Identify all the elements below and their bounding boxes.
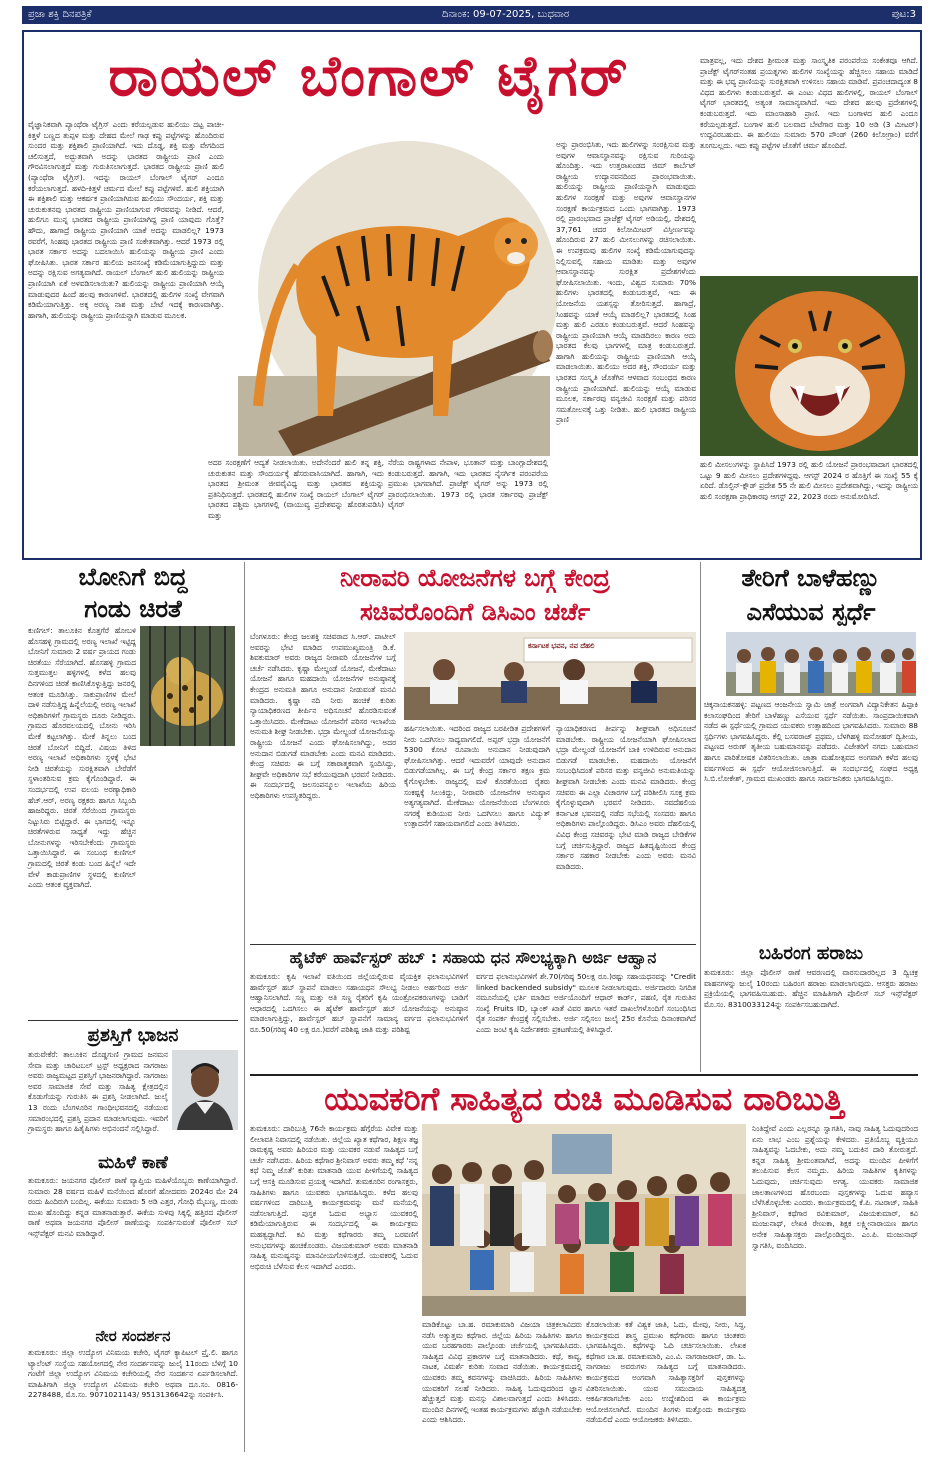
page-number: ಪುಟ:3 bbox=[891, 9, 916, 20]
banana-contest-headline-line1: ತೇರಿಗೆ ಬಾಳೆಹಣ್ಣು bbox=[741, 564, 881, 592]
standing-tiger-photo bbox=[238, 116, 550, 456]
roaring-tiger-photo bbox=[700, 276, 918, 456]
irrigation-headline-line2: ಸಚಿವರೊಂದಿಗೆ ಡಿಸಿಎಂ ಚರ್ಚೆ bbox=[359, 598, 591, 626]
irrigation-column-3: ನ್ಯಾಯಾಧಿಕರಣದ ತೀರ್ಪನ್ನು ಶೀಘ್ರವಾಗಿ ಅಧಿಸೂಚನೆ ಮಾಡಬೇಕು. ರಾಷ್ಟ್ರೀಯ ಯೋಜನೆಯಾಗಿ ಘೋಷಿಸಲಾದ ಭದ್ರಾ ಮೇಲ್ದಂಡೆ ಯೋಜನೆಗೆ ಬಾಕಿ ಉಳಿದಿರುವ ಅನುದಾನ ಬಿಡುಗಡೆ ಮಾಡಬೇಕು. ಮಹದಾಯಿ ಯೋಜನೆಗೆ ಸಂಬಂಧಿಸಿದಂತೆ ಪರಿಸರ ಮತ್ತು ವನ್ಯಜೀವಿ ಅನುಮತಿಯನ್ನು ಶೀಘ್ರವಾಗಿ ನೀಡಬೇಕು ಎಂದು ಮನವಿ ಮಾಡಿದರು. ಕೇಂದ್ರ ಸಚಿವರು ಈ ಎಲ್ಲಾ ವಿಚಾರಗಳ ಬಗ್ಗೆ ಪರಿಶೀಲಿಸಿ ಸೂಕ್ತ ಕ್ರಮ ಕೈಗೊಳ್ಳುವುದಾಗಿ ಭರವಸೆ ನೀಡಿದರು. ನವದೆಹಲಿಯ ಕರ್ನಾಟಕ ಭವನದಲ್ಲಿ ನಡೆದ ಸಭೆಯಲ್ಲಿ ಸಂಸದರು ಹಾಗೂ ಅಧಿಕಾರಿಗಳು ಪಾಲ್ಗೊಂಡಿದ್ದರು. ಡಿಸಿಎಂ ಅವರು ದೆಹಲಿಯಲ್ಲಿ ವಿವಿಧ ಕೇಂದ್ರ ಸಚಿವರನ್ನು ಭೇಟಿ ಮಾಡಿ ರಾಜ್ಯದ ಬೇಡಿಕೆಗಳ ಬಗ್ಗೆ ಚರ್ಚಿಸುತ್ತಿದ್ದಾರೆ. ರಾಜ್ಯದ ಹಿತದೃಷ್ಟಿಯಿಂದ ಕೇಂದ್ರ ಸರ್ಕಾರ ಸಹಕಾರ ನೀಡಬೇಕು ಎಂದು ಅವರು ಮನವಿ ಮಾಡಿದರು. bbox=[556, 724, 696, 871]
tiger-column-2a: ಅದರ ಸಂರಕ್ಷಣೆಗೆ ಆದ್ಯತೆ ನೀಡಲಾಯಿತು. ಅದೇನೆಂದರೆ ಹುಲಿ ತನ್ನ ಶಕ್ತಿ, ಚುರುಕುತನ ಮತ್ತು ಸೌಂದರ್ಯಕ್ಕೆ ಹೆಸರುವಾಸಿಯಾಗಿದೆ. ಹಾಗಾಗಿ, ಇದು ಭಾರತದ ಶ್ರೀಮಂತ ಜೀವವೈವಿಧ್ಯ ಮತ್ತು ಭಾರತದ ಶಕ್ತಿಯನ್ನು ಪ್ರತಿನಿಧಿಸುತ್ತದೆ. ಭಾರತದಲ್ಲಿ ಹುಲಿಗಳ ಸಂಖ್ಯೆ ರಾಯಲ್ ಬೆಂಗಾಲ್ ಟೈಗರ್ ಭಾರತದ ಪಶ್ಚಿಮ ಭಾಗಗಳಲ್ಲಿ (ವಾಯುವ್ಯ ಪ್ರದೇಶವನ್ನು ಹೊರತುಪಡಿಸಿ) ಮತ್ತು bbox=[208, 458, 384, 520]
irrigation-column-1: ಬೆಂಗಳೂರು: ಕೇಂದ್ರ ಜಲಶಕ್ತಿ ಸಚಿವರಾದ ಸಿ.ಆರ್. ಪಾಟೀಲ್ ಅವರನ್ನು ಭೇಟಿ ಮಾಡಿದ ಉಪಮುಖ್ಯಮಂತ್ರಿ ಡಿ.ಕೆ. ಶಿವಕುಮಾರ್ ಅವರು ರಾಜ್ಯದ ನೀರಾವರಿ ಯೋಜನೆಗಳ ಬಗ್ಗೆ ಚರ್ಚೆ ನಡೆಸಿದರು. ಕೃಷ್ಣಾ ಮೇಲ್ದಂಡೆ ಯೋಜನೆ, ಮೇಕೆದಾಟು ಯೋಜನೆ ಹಾಗೂ ಮಹದಾಯಿ ಯೋಜನೆಗಳ ಅನುಷ್ಠಾನಕ್ಕೆ ಕೇಂದ್ರದ ಅನುಮತಿ ಹಾಗೂ ಅನುದಾನ ನೀಡುವಂತೆ ಮನವಿ ಮಾಡಿದರು. ಕೃಷ್ಣಾ ನದಿ ನೀರು ಹಂಚಿಕೆ ಕುರಿತು ನ್ಯಾಯಾಧಿಕರಣದ ತೀರ್ಪಿನ ಅಧಿಸೂಚನೆ ಹೊರಡಿಸುವಂತೆ ಒತ್ತಾಯಿಸಿದರು. ಮೇಕೆದಾಟು ಯೋಜನೆಗೆ ಪರಿಸರ ಇಲಾಖೆಯ ಅನುಮತಿ ಶೀಘ್ರ ನೀಡಬೇಕು. ಭದ್ರಾ ಮೇಲ್ದಂಡೆ ಯೋಜನೆಯನ್ನು ರಾಷ್ಟ್ರೀಯ ಯೋಜನೆ ಎಂದು ಘೋಷಿಸಲಾಗಿದ್ದು, ಅದರ ಅನುದಾನ ಬಿಡುಗಡೆ ಮಾಡಬೇಕು ಎಂದು ಮನವಿ ಮಾಡಿದರು. ಕೇಂದ್ರ ಸಚಿವರು ಈ ಬಗ್ಗೆ ಸಕಾರಾತ್ಮಕವಾಗಿ ಸ್ಪಂದಿಸಿದ್ದು, ಶೀಘ್ರವೇ ಅಧಿಕಾರಿಗಳ ಸಭೆ ಕರೆಯುವುದಾಗಿ ಭರವಸೆ ನೀಡಿದರು. ಈ ಸಂದರ್ಭದಲ್ಲಿ ಜಲಸಂಪನ್ಮೂಲ ಇಲಾಖೆಯ ಹಿರಿಯ ಅಧಿಕಾರಿಗಳು ಉಪಸ್ಥಿತರಿದ್ದರು. bbox=[250, 632, 396, 800]
banana-contest-headline-line2: ಎಸೆಯುವ ಸ್ಪರ್ಧೆ bbox=[746, 598, 876, 626]
leopard-body-text: ಕುಣಿಗಲ್: ತಾಲೂಕಿನ ಕೊತ್ತಗೆರೆ ಹೋಬಳಿ ಹೊಸಹಳ್ಳಿ ಗ್ರಾಮದಲ್ಲಿ ಅರಣ್ಯ ಇಲಾಖೆ ಇಟ್ಟಿದ್ದ ಬೋನಿಗೆ ಸುಮಾರು 2 ವರ್ಷ ಪ್ರಾಯದ ಗಂಡು ಚಿರತೆಯು ಸೆರೆಯಾಗಿದೆ. ಹೊಸಹಳ್ಳಿ ಗ್ರಾಮದ ಸುತ್ತಮುತ್ತಲ ಹಳ್ಳಿಗಳಲ್ಲಿ ಕಳೆದ ಹಲವು ದಿನಗಳಿಂದ ಚಿರತೆ ಕಾಣಿಸಿಕೊಳ್ಳುತ್ತಿದ್ದು ಜನರಲ್ಲಿ ಆತಂಕ ಮೂಡಿಸಿತ್ತು. ಸಾಕುಪ್ರಾಣಿಗಳ ಮೇಲೆ ದಾಳಿ ನಡೆಸುತ್ತಿದ್ದ ಹಿನ್ನೆಲೆಯಲ್ಲಿ ಅರಣ್ಯ ಇಲಾಖೆ ಅಧಿಕಾರಿಗಳಿಗೆ ಗ್ರಾಮಸ್ಥರು ದೂರು ನೀಡಿದ್ದರು. ಗ್ರಾಮದ ಹೊರವಲಯದಲ್ಲಿ ಬೋನು ಇರಿಸಿ ಮೇಕೆ ಕಟ್ಟಲಾಗಿತ್ತು. ಮೇಕೆ ತಿನ್ನಲು ಬಂದ ಚಿರತೆ ಬೋನಿಗೆ ಬಿದ್ದಿದೆ. ವಿಷಯ ತಿಳಿದ ಅರಣ್ಯ ಇಲಾಖೆ ಅಧಿಕಾರಿಗಳು ಸ್ಥಳಕ್ಕೆ ಭೇಟಿ ನೀಡಿ ಚಿರತೆಯನ್ನು ಸುರಕ್ಷಿತವಾಗಿ ಬೇರೆಡೆಗೆ ಸ್ಥಳಾಂತರಿಸುವ ಕ್ರಮ ಕೈಗೊಂಡಿದ್ದಾರೆ. ಈ ಸಂದರ್ಭದಲ್ಲಿ ಉಪ ವಲಯ ಅರಣ್ಯಾಧಿಕಾರಿ ಹೆಚ್.ಆರ್, ಅರಣ್ಯ ರಕ್ಷಕರು ಹಾಗೂ ಸಿಬ್ಬಂದಿ ಹಾಜರಿದ್ದರು. ಚಿರತೆ ಸೆರೆಯಿಂದ ಗ್ರಾಮಸ್ಥರು ನಿಟ್ಟುಸಿರು ಬಿಟ್ಟಿದ್ದಾರೆ. ಈ ಭಾಗದಲ್ಲಿ ಇನ್ನೂ ಚಿರತೆಗಳಿರುವ ಸಾಧ್ಯತೆ ಇದ್ದು ಹೆಚ್ಚಿನ ಬೋನುಗಳನ್ನು ಇರಿಸಬೇಕೆಂದು ಗ್ರಾಮಸ್ಥರು ಒತ್ತಾಯಿಸಿದ್ದಾರೆ. ಈ ಸಂಬಂಧ ಕುಣಿಗಲ್ ಗ್ರಾಮದಲ್ಲಿ ಚಿರತೆ ಕಂಡು ಬಂದ ಹಿನ್ನೆಲೆ ಇದೇ ವೇಳೆ ಕಾಡುಪ್ರಾಣಿಗಳ ಸ್ಥಳದಲ್ಲಿ ಕುಣಿಗಲ್ ಎಂದು ಆತಂಕ ವ್ಯಕ್ತವಾಗಿದೆ. bbox=[28, 626, 136, 890]
caged-leopard-photo bbox=[140, 626, 235, 746]
column-divider bbox=[700, 562, 701, 1072]
missing-woman-headline: ಮಹಿಳೆ ಕಾಣೆ bbox=[98, 1153, 168, 1173]
leopard-headline-line2: ಗಂಡು ಚಿರತೆ bbox=[84, 595, 182, 623]
divider bbox=[28, 1020, 238, 1021]
tiger-column-4c: ಹುಲಿ ಮೀಸಲುಗಳನ್ನು ಸ್ಥಾಪಿಸಿದೆ 1973 ರಲ್ಲಿ ಹುಲಿ ಯೋಜನೆ ಪ್ರಾರಂಭವಾದಾಗ ಭಾರತದಲ್ಲಿ ಒಟ್ಟು 9 ಹುಲಿ ಮೀಸಲು ಪ್ರದೇಶಗಳಿದ್ದವು. ಆಗಸ್ಟ್ 2024 ರ ಹೊತ್ತಿಗೆ ಈ ಸಂಖ್ಯೆ 55 ಕ್ಕೆ ಏರಿದೆ. ಡೊಲ್ಫಿನ್-ಕ್ಲೌಡ್ ಪ್ರದೇಶ 55 ನೇ ಹುಲಿ ಮೀಸಲು ಪ್ರದೇಶವಾಗಿದ್ದು, ಇದನ್ನು ರಾಷ್ಟ್ರೀಯ ಹುಲಿ ಸಂರಕ್ಷಣಾ ಪ್ರಾಧಿಕಾರವು ಆಗಸ್ಟ್ 22, 2023 ರಂದು ಅನುಮೋದಿಸಿದೆ. bbox=[700, 460, 918, 501]
leopard-body-top bbox=[28, 626, 136, 890]
dcm-meeting-photo bbox=[404, 632, 696, 720]
banana-contest-body: ಚಿಕ್ಕನಾಯಕನಹಳ್ಳಿ: ಪಟ್ಟಣದ ಆಂಜನೇಯ ಸ್ವಾಮಿ ಜಾತ್ರೆ ಅಂಗವಾಗಿ ವಿದ್ಯಾನಿಕೇತನ ಹಿಪ್ಪಾಕಿ ಕಲಾಸಂಘದಿಂದ ತೇರಿಗೆ ಬಾಳೆಹಣ್ಣು ಎಸೆಯುವ ಸ್ಪರ್ಧೆ ನಡೆಯಿತು. ಸಾಂಪ್ರದಾಯಿಕವಾಗಿ ನಡೆದ ಈ ಸ್ಪರ್ಧೆಯಲ್ಲಿ ಗ್ರಾಮದ ಯುವಕರು ಉತ್ಸಾಹದಿಂದ ಭಾಗವಹಿಸಿದರು. ಸುಮಾರು 88 ಸ್ಪರ್ಧಿಗಳು ಭಾಗವಹಿಸಿದ್ದರು. ಕೆಲ್ಲಿ ಬಸವರಾಜ್ ಪ್ರಥಮ, ಬೆಳಗಿಹಳ್ಳಿ ಮನೋಹರ್ ದ್ವಿತೀಯ, ಪಟ್ಟಣದ ಅರುಣ್ ತೃತೀಯ ಬಹುಮಾನವನ್ನು ಪಡೆದರು. ವಿಜೇತರಿಗೆ ನಗದು ಬಹುಮಾನ ಹಾಗೂ ಪಾರಿತೋಷಕ ವಿತರಿಸಲಾಯಿತು. ಜಾತ್ರಾ ಮಹೋತ್ಸವದ ಅಂಗವಾಗಿ ಕಳೆದ ಹಲವು ವರ್ಷಗಳಿಂದ ಈ ಸ್ಪರ್ಧೆ ಆಯೋಜಿಸಲಾಗುತ್ತಿದೆ. ಈ ಸಂದರ್ಭದಲ್ಲಿ ಸಂಘದ ಅಧ್ಯಕ್ಷ ಸಿ.ಬಿ.ಲೋಕೇಶ್, ಗ್ರಾಮದ ಮುಖಂಡರು ಹಾಗೂ ಸಾರ್ವಜನಿಕರು ಭಾಗವಹಿಸಿದ್ದರು. bbox=[704, 700, 918, 784]
walk-in-interview-body: ತುಮಕೂರು: ಜಿಲ್ಲಾ ಉದ್ಯೋಗ ವಿನಿಮಯ ಕಚೇರಿ, ಟೈಗರ್ ಕ್ಯಾಪಿಟಲ್ ಪ್ರೈ.ಲಿ. ಹಾಗೂ ಟ್ಯಾಲೆಂಟ್ ಸಂಸ್ಥೆಯ ಸಹಯೋಗದಲ್ಲಿ ನೇರ ಸಂದರ್ಶನವನ್ನು ಜುಲೈ 11ರಂದು ಬೆಳಿಗ್ಗೆ 10 ಗಂಟೆಗೆ ಜಿಲ್ಲಾ ಉದ್ಯೋಗ ವಿನಿಮಯ ಕಚೇರಿಯಲ್ಲಿ ನೇರ ಸಂದರ್ಶನ ಏರ್ಪಡಿಸಲಾಗಿದೆ. ಮಾಹಿತಿಗಾಗಿ ಜಿಲ್ಲಾ ಉದ್ಯೋಗ ವಿನಿಮಯ ಕಚೇರಿ ಅಥವಾ ದೂ.ಸಂ. 0816-2278488, ಮೊ.ಸಂ. 9071021143/ 9513136642ನ್ನು ಸಂಪರ್ಕಿಸಿ. bbox=[28, 1348, 238, 1400]
leopard-body-lower bbox=[28, 750, 238, 1020]
banana-contest-photo bbox=[726, 632, 916, 696]
man-portrait-illustration bbox=[172, 1050, 238, 1130]
daributti-headline: ಯುವಕರಿಗೆ ಸಾಹಿತ್ಯದ ರುಚಿ ಮೂಡಿಸುವ ದಾರಿಬುತ್ತಿ bbox=[324, 1080, 844, 1118]
standing-tiger-illustration bbox=[238, 116, 550, 456]
page-header-bar bbox=[22, 6, 922, 24]
daributti-column-1: ತುಮಕೂರು: ದಾರಿಬುತ್ತಿ 76ನೇ ಕಾರ್ಯಕ್ರಮ ಹೆಗ್ಗೆರೆಯ ವಿವೇಕ ಮತ್ತು ಲೀಲಾವತಿ ನಿವಾಸದಲ್ಲಿ ನಡೆಯಿತು. ಜಿಲ್ಲೆಯ ಖ್ಯಾತ ಕಥೆಗಾರ, ಶಿಕ್ಷಣ ತಜ್ಞ ರಾಮಕೃಷ್ಣ ಅವರು ಹಿರಿಯರ ಮತ್ತು ಯುವಕರ ನಡುವೆ ಸಾಹಿತ್ಯದ ಬಗ್ಗೆ ಚರ್ಚೆ ನಡೆಸಿದರು. ಹಿರಿಯ ಕಥೆಗಾರ ಶ್ರೀನಿವಾಸ್ ಅವರು ತಮ್ಮ ಕಥೆ ‘ನನ್ನ ಕಥೆ ನಿಮ್ಮ ಜೊತೆ’ ಕುರಿತು ಮಾತನಾಡಿ ಯುವ ಪೀಳಿಗೆಯಲ್ಲಿ ಸಾಹಿತ್ಯದ ಬಗ್ಗೆ ಆಸಕ್ತಿ ಮೂಡಿಸುವ ಪ್ರಯತ್ನ ಇದಾಗಿದೆ. ತುಮಕೂರಿನ ರಂಗಾಸಕ್ತರು, ಸಾಹಿತಿಗಳು ಹಾಗೂ ಯುವಕರು ಭಾಗವಹಿಸಿದ್ದರು. ಕಳೆದ ಹಲವು ವರ್ಷಗಳಿಂದ ದಾರಿಬುತ್ತಿ ಕಾರ್ಯಕ್ರಮವನ್ನು ಮನೆ ಮನೆಯಲ್ಲಿ ನಡೆಸಲಾಗುತ್ತಿದೆ. ಪುಸ್ತಕ ಓದುವ ಅಭ್ಯಾಸ ಯುವಕರಲ್ಲಿ ಕಡಿಮೆಯಾಗುತ್ತಿರುವ ಈ ಸಂದರ್ಭದಲ್ಲಿ ಈ ಕಾರ್ಯಕ್ರಮ ಮಹತ್ವದ್ದಾಗಿದೆ. ಕವಿ ಮತ್ತು ಕಥೆಗಾರರು ತಮ್ಮ ಬರವಣಿಗೆ ಅನುಭವಗಳನ್ನು ಹಂಚಿಕೊಂಡರು. ವಿಜಯಕುಮಾರ್ ಅವರು ಮಾತನಾಡಿ ಸಾಹಿತ್ಯ ಮನುಷ್ಯನನ್ನು ಮಾನವೀಯಗೊಳಿಸುತ್ತದೆ. ಯುವಕರಲ್ಲಿ ಓದುವ ಅಭಿರುಚಿ ಬೆಳೆಸುವ ಕೆಲಸ ಇದಾಗಿದೆ ಎಂದರು. bbox=[250, 1124, 418, 1271]
crowd-illustration bbox=[726, 632, 916, 696]
irrigation-headline-line1: ನೀರಾವರಿ ಯೋಜನೆಗಳ ಬಗ್ಗೆ ಕೇಂದ್ರ bbox=[340, 564, 610, 592]
tiger-column-4: ಮಾತ್ರವಲ್ಲ, ಇದು ದೇಶದ ಶ್ರೀಮಂತ ಮತ್ತು ಸಾಂಸ್ಕೃತಿಕ ಪರಂಪರೆಯ ಸಂಕೇತವೂ ಆಗಿದೆ. ಪ್ರಾಜೆಕ್ಟ್ ಟೈಗರ್‌ನಂತಹ ಪ್ರಯತ್ನಗಳು ಹುಲಿಗಳ ಸಂಖ್ಯೆಯನ್ನು ಹೆಚ್ಚಿಸಲು ಸಹಾಯ ಮಾಡಿದೆ ಮತ್ತು ಈ ಭವ್ಯ ಪ್ರಾಣಿಯನ್ನು ಸುರಕ್ಷಿತವಾಗಿ ಉಳಿಸಲು ಸಹಾಯ ಮಾಡಿವೆ. ಪ್ರಪಂಚದಾದ್ಯಂತ 8 ವಿಧದ ಹುಲಿಗಳು ಕಂಡುಬರುತ್ತವೆ. ಈ ಎಂಟು ವಿಧದ ಹುಲಿಗಳಲ್ಲಿ, ರಾಯಲ್ ಬೆಂಗಾಲ್ ಟೈಗರ್ ಭಾರತದಲ್ಲಿ ಅತ್ಯಂತ ಸಾಮಾನ್ಯವಾಗಿದೆ. ಇದು ದೇಶದ ಹಲವು ಪ್ರದೇಶಗಳಲ್ಲಿ ಕಂಡುಬರುತ್ತದೆ. ಇದು ಮಾಂಸಾಹಾರಿ ಪ್ರಾಣಿ. ಇದು ಬಂಗಾಳದ ಹುಲಿ ಎಂದೂ ಕರೆಯಲ್ಪಡುತ್ತದೆ. ಬಂಗಾಳ ಹುಲಿ ಬಲವಾದ ಬೇಟೆಗಾರ ಮತ್ತು 10 ಅಡಿ (3 ಮೀಟರ್) ಉದ್ದವಿರಬಹುದು. ಈ ಹುಲಿಯು ಸುಮಾರು 570 ಪೌಂಡ್ (260 ಕಿಲೋಗ್ರಾಂ) ವರೆಗೆ ತೂಗಬಲ್ಲದು. ಇದು ಕಪ್ಪು ಪಟ್ಟೆಗಳ ಜೊತೆಗೆ ಚರ್ಮ ಹೊಂದಿದೆ. bbox=[700, 56, 918, 150]
missing-woman-body: ತುಮಕೂರು: ಜಯನಗರ ಪೊಲೀಸ್ ಠಾಣೆ ವ್ಯಾಪ್ತಿಯ ಮಹಿಳೆಯೊಬ್ಬರು ಕಾಣೆಯಾಗಿದ್ದಾರೆ. ಸುಮಾರು 28 ವರ್ಷದ ಮಹಿಳೆ ಮನೆಯಿಂದ ಹೊರಗೆ ಹೋದವರು 2024ರ ಮೇ 24 ರಂದು ಹಿಂದಿರುಗಿ ಬಂದಿಲ್ಲ. ಈಕೆಯು ಸುಮಾರು 5 ಅಡಿ ಎತ್ತರ, ಗೋಧಿ ಮೈಬಣ್ಣ, ದುಂಡು ಮುಖ ಹೊಂದಿದ್ದು ಕನ್ನಡ ಮಾತನಾಡುತ್ತಾರೆ. ಈಕೆಯ ಸುಳಿವು ಸಿಕ್ಕಲ್ಲಿ ಹತ್ತಿರದ ಪೊಲೀಸ್ ಠಾಣೆ ಅಥವಾ ಜಯನಗರ ಪೊಲೀಸ್ ಠಾಣೆಯನ್ನು ಸಂಪರ್ಕಿಸುವಂತೆ ಪೊಲೀಸ್ ಸಬ್ ಇನ್ಸ್‌ಪೆಕ್ಟರ್ ಮನವಿ ಮಾಡಿದ್ದಾರೆ. bbox=[28, 1176, 238, 1238]
roaring-tiger-illustration bbox=[700, 276, 918, 456]
daributti-group-photo bbox=[422, 1124, 746, 1316]
leopard-in-cage-illustration bbox=[140, 626, 235, 746]
harvester-column-2: ವರ್ಗದ ಫಲಾನುಭವಿಗಳಿಗೆ ಶೇ.70(ಗರಿಷ್ಠ 50ಲಕ್ಷ ರೂ.)ರಷ್ಟು ಸಹಾಯಧನವನ್ನು "Credit linked backended subsidy" ಮೂಲಕ ನೀಡಲಾಗುವುದು. ಅರ್ಜಿದಾರರು ನಿಗದಿತ ನಮೂನೆಯಲ್ಲಿ ಭರ್ತಿ ಮಾಡಿದ ಅರ್ಜಿಯೊಂದಿಗೆ ಆಧಾರ್ ಕಾರ್ಡ್, ಪಹಣಿ, ರೈತ ಗುರುತಿನ ಸಂಖ್ಯೆ Fruits ID, ಬ್ಯಾಂಕ್ ಖಾತೆ ವಿವರ ಹಾಗೂ ಇತರೆ ದಾಖಲೆಗಳೊಂದಿಗೆ ಸಂಬಂಧಿಸಿದ ರೈತ ಸಂಪರ್ಕ ಕೇಂದ್ರಕ್ಕೆ ಸಲ್ಲಿಸಬೇಕು. ಅರ್ಜಿ ಸಲ್ಲಿಸಲು ಜುಲೈ 25ರ ಕೊನೆಯ ದಿನಾಂಕವಾಗಿದೆ ಎಂದು ಜಂಟಿ ಕೃಷಿ ನಿರ್ದೇಶಕರು ಪ್ರಕಟಣೆಯಲ್ಲಿ ತಿಳಿಸಿದ್ದಾರೆ. bbox=[476, 972, 696, 1034]
daributti-column-4: ನಿಂತಿದ್ದೇವೆ ಎಂದು ಎಲ್ಲರನ್ನೂ ಸ್ವಾಗತಿಸಿ, ನಾವು ಸಾಹಿತ್ಯ ಓದುವುದರಿಂದ ಏನು ಲಾಭ ಎಂಬ ಪ್ರಶ್ನೆಯನ್ನು ಕೇಳಿದರು. ಪ್ರತಿಯೊಬ್ಬ ವ್ಯಕ್ತಿಯೂ ಸಾಹಿತ್ಯವನ್ನು ಓದಬೇಕು, ಅದು ನಮ್ಮ ಬದುಕಿನ ದಾರಿ ತೋರುತ್ತದೆ. ಕನ್ನಡ ಸಾಹಿತ್ಯ ಶ್ರೀಮಂತವಾಗಿದೆ, ಅದನ್ನು ಮುಂದಿನ ಪೀಳಿಗೆಗೆ ತಲುಪಿಸುವ ಕೆಲಸ ನಮ್ಮದು. ಹಿರಿಯ ಸಾಹಿತಿಗಳ ಕೃತಿಗಳನ್ನು ಓದುವುದು, ಚರ್ಚಿಸುವುದು ಅಗತ್ಯ. ಯುವಕರು ಸಾಮಾಜಿಕ ಜಾಲತಾಣಗಳಿಂದ ಹೊರಬಂದು ಪುಸ್ತಕಗಳನ್ನು ಓದುವ ಹವ್ಯಾಸ ಬೆಳೆಸಿಕೊಳ್ಳಬೇಕು ಎಂದರು. ಕಾರ್ಯಕ್ರಮದಲ್ಲಿ ಕೆ.ಪಿ. ನಟರಾಜ್, ಸಾಹಿತಿ ಶ್ರೀನಿವಾಸ್, ಕಥೆಗಾರ ರವಿಕುಮಾರ್, ವಿಜಯಕುಮಾರ್, ಕವಿ ಮಂಜುನಾಥ್, ಲೇಖಕಿ ರೇಣುಕಾ, ಶಿಕ್ಷಕ ಲಕ್ಷ್ಮೀನಾರಾಯಣ ಹಾಗೂ ಅನೇಕ ಸಾಹಿತ್ಯಾಸಕ್ತರು ಪಾಲ್ಗೊಂಡಿದ್ದರು. ಎಂ.ಪಿ. ಮಂಜುನಾಥ್ ಸ್ವಾಗತಿಸಿ, ವಂದಿಸಿದರು. bbox=[752, 1124, 918, 1250]
leopard-headline-line1: ಬೋನಿಗೆ ಬಿದ್ದ bbox=[78, 563, 188, 591]
tiger-column-3: ಅನ್ನು ಪ್ರಾರಂಭಿಸಿತು, ಇದು ಹುಲಿಗಳನ್ನು ಸಂರಕ್ಷಿಸುವ ಮತ್ತು ಅವುಗಳ ಆವಾಸಸ್ಥಾನವನ್ನು ರಕ್ಷಿಸುವ ಗುರಿಯನ್ನು ಹೊಂದಿತ್ತು. ಇದು ಉತ್ತರಾಖಂಡದ ಜಿಮ್ ಕಾರ್ಬೆಟ್ ರಾಷ್ಟ್ರೀಯ ಉದ್ಯಾನವನದಿಂದ ಪ್ರಾರಂಭವಾಯಿತು. ಹುಲಿಯನ್ನು ರಾಷ್ಟ್ರೀಯ ಪ್ರಾಣಿಯನ್ನಾಗಿ ಮಾಡುವುದು ಹುಲಿಗಳ ಸಂರಕ್ಷಣೆ ಮತ್ತು ಅವುಗಳ ಆವಾಸಸ್ಥಾನಗಳ ಸಂರಕ್ಷಣೆ ಕಾರ್ಯಕ್ರಮದ ಒಂದು ಭಾಗವಾಗಿತ್ತು. 1973 ರಲ್ಲಿ ಪ್ರಾರಂಭವಾದ ಪ್ರಾಜೆಕ್ಟ್ ಟೈಗರ್ ಅಡಿಯಲ್ಲಿ, ದೇಶದಲ್ಲಿ 37,761 ಚದರ ಕಿಲೋಮೀಟರ್ ವಿಸ್ತೀರ್ಣವನ್ನು ಹೊಂದಿರುವ 27 ಹುಲಿ ಮೀಸಲುಗಳನ್ನು ರಚಿಸಲಾಯಿತು. ಈ ಉಪಕ್ರಮವು ಹುಲಿಗಳ ಸಂಖ್ಯೆ ಕಡಿಮೆಯಾಗುವುದನ್ನು ನಿಲ್ಲಿಸುವಲ್ಲಿ ಸಹಾಯ ಮಾಡಿತು ಮತ್ತು ಅವುಗಳ ಆವಾಸಸ್ಥಾನವನ್ನು ಸುರಕ್ಷಿತ ಪ್ರದೇಶಗಳೆಂದು ಘೋಷಿಸಲಾಯಿತು. ಇಂದು, ವಿಶ್ವದ ಸುಮಾರು 70% ಹುಲಿಗಳು ಭಾರತದಲ್ಲಿ ಕಂಡುಬರುತ್ತವೆ, ಇದು ಈ ಯೋಜನೆಯ ಯಶಸ್ಸನ್ನು ತೋರಿಸುತ್ತದೆ. ಹಾಗಾದ್ರೆ, ಸಿಂಹವನ್ನು ಯಾಕೆ ಆಯ್ಕೆ ಮಾಡಲಿಲ್ಲ? ಭಾರತದಲ್ಲಿ ಸಿಂಹ ಮತ್ತು ಹುಲಿ ಎರಡೂ ಕಂಡುಬರುತ್ತವೆ. ಆದರೆ ಸಿಂಹವನ್ನು ರಾಷ್ಟ್ರೀಯ ಪ್ರಾಣಿಯಾಗಿ ಆಯ್ಕೆ ಮಾಡದಿರಲು ಕಾರಣ ಅದು ಭಾರತದ ಕೆಲವು ಭಾಗಗಳಲ್ಲಿ ಮಾತ್ರ ಕಂಡುಬರುತ್ತದೆ. ಹಾಗಾಗಿ ಹುಲಿಯನ್ನು ರಾಷ್ಟ್ರೀಯ ಪ್ರಾಣಿಯಾಗಿ ಆಯ್ಕೆ ಮಾಡಲಾಯಿತು. ಹುಲಿಯು ಅದರ ಶಕ್ತಿ, ಸೌಂದರ್ಯ ಮತ್ತು ಭಾರತದ ಸಂಸ್ಕೃತಿ ಜೊತೆಗಿನ ಆಳವಾದ ಸಂಬಂಧದ ಕಾರಣ ರಾಷ್ಟ್ರೀಯ ಪ್ರಾಣಿಯಾಗಿದೆ. ಹುಲಿಯನ್ನು ಆಯ್ಕೆ ಮಾಡುವ ಮೂಲಕ, ಸರ್ಕಾರವು ವನ್ಯಜೀವಿ ಸಂರಕ್ಷಣೆ ಮತ್ತು ಪರಿಸರ ಸಮತೋಲನಕ್ಕೆ ಒತ್ತು ನೀಡಿತು. ಹುಲಿ ಭಾರತದ ರಾಷ್ಟ್ರೀಯ ಪ್ರಾಣಿ bbox=[556, 140, 696, 425]
praise-body: ತುರುವೇಕೆರೆ: ತಾಲೂಕಿನ ದೊಡ್ಡಗುಣಿ ಗ್ರಾಮದ ಜನಮನ ಸೇವಾ ಮತ್ತು ಚಾರಿಟಬಲ್ ಟ್ರಸ್ಟ್ ಅಧ್ಯಕ್ಷರಾದ ನಾಗರಾಜು ಅವರು ರಾಜ್ಯಮಟ್ಟದ ಪ್ರಶಸ್ತಿಗೆ ಭಾಜನರಾಗಿದ್ದಾರೆ. ನಾಗರಾಜು ಅವರ ಸಾಮಾಜಿಕ ಸೇವೆ ಮತ್ತು ಸಾಹಿತ್ಯ ಕ್ಷೇತ್ರದಲ್ಲಿನ ಕೊಡುಗೆಯನ್ನು ಗುರುತಿಸಿ ಈ ಪ್ರಶಸ್ತಿ ನೀಡಲಾಗಿದೆ. ಜುಲೈ 13 ರಂದು ಬೆಂಗಳೂರಿನ ಗಾಂಧೀಭವನದಲ್ಲಿ ನಡೆಯುವ ಸಮಾರಂಭದಲ್ಲಿ ಪ್ರಶಸ್ತಿ ಪ್ರದಾನ ಮಾಡಲಾಗುವುದು. ಇವರಿಗೆ ಗ್ರಾಮಸ್ಥರು ಹಾಗೂ ಹಿತೈಷಿಗಳು ಅಭಿನಂದನೆ ಸಲ್ಲಿಸಿದ್ದಾರೆ. bbox=[28, 1050, 168, 1134]
awardee-portrait-photo bbox=[172, 1050, 238, 1130]
newspaper-name: ಪ್ರಜಾ ಶಕ್ತಿ ದಿನಪತ್ರಿಕೆ bbox=[28, 9, 92, 20]
tiger-column-1: ವೈಜ್ಞಾನಿಕವಾಗಿ ಪ್ಯಾಂಥೆರಾ ಟೈಗ್ರಿಸ್ ಎಂದು ಕರೆಯಲ್ಪಡುವ ಹುಲಿಯು ದಟ್ಟ ಪಾಚೀ-ಕಿತ್ತಳೆ ಬಣ್ಣದ ತುಪ್ಪಳ ಮತ್ತು ದೇಹದ ಮೇಲೆ ಗಾಢ ಕಪ್ಪು ಪಟ್ಟೆಗಳನ್ನು ಹೊಂದಿರುವ ಸುಂದರ ಮತ್ತು ಶಕ್ತಿಶಾಲಿ ಪ್ರಾಣಿಯಾಗಿದೆ. ಇದು ದೊಡ್ಡ, ಶಕ್ತಿ ಮತ್ತು ವೇಗದಿಂದ ಚಲಿಸುತ್ತದೆ, ಅದ್ಭುತವಾಗಿ ಅದನ್ನು ಭಾರತದ ರಾಷ್ಟ್ರೀಯ ಪ್ರಾಣಿ ಎಂದು ಗೌರವಿಸಲಾಗುತ್ತದೆ ಮತ್ತು ಗುರುತಿಸಲಾಗುತ್ತದೆ. ಭಾರತದ ರಾಷ್ಟ್ರೀಯ ಪ್ರಾಣಿ ಹುಲಿ (ಪ್ಯಾಂಥೆರಾ ಟೈಗ್ರಿಸ್). ಇದನ್ನು ರಾಯಲ್ ಬೆಂಗಾಲ್ ಟೈಗರ್ ಎಂದೂ ಕರೆಯಲಾಗುತ್ತದೆ. ಹಳದಿ-ಕಿತ್ತಳೆ ಚರ್ಮದ ಮೇಲೆ ಕಪ್ಪು ಪಟ್ಟೆಗಳಿವೆ. ಹುಲಿ ಶಕ್ತಿಯಾಗಿ ಈ ಶಕ್ತಿಶಾಲಿ ಮತ್ತು ಆಕರ್ಷಕ ಪ್ರಾಣಿಯಾಗಿರುವ ಹುಲಿಯು ಸೌಂದರ್ಯ, ಶಕ್ತಿ ಮತ್ತು ಚುರುಕುತನವು ಭಾರತದ ರಾಷ್ಟ್ರೀಯ ಪ್ರಾಣಿಯಾಗುವ ಗೌರವವನ್ನು ನೀಡಿದೆ. ಆದರೆ, ಹುಲಿಗೂ ಮುನ್ನ ಭಾರತದ ರಾಷ್ಟ್ರೀಯ ಪ್ರಾಣಿಯಾಗಿದ್ದ ಪ್ರಾಣಿ ಯಾವುದು ಗೊತ್ತೆ? ಹೌದು, ಹಾಗಾದ್ರೆ ರಾಷ್ಟ್ರೀಯ ಪ್ರಾಣಿಯಾಗಿ ಯಾಕೆ ಅದನ್ನು ಮಾಡಲಿಲ್ಲ? 1973 ರವರೆಗೆ, ಸಿಂಹವು ಭಾರತದ ರಾಷ್ಟ್ರೀಯ ಪ್ರಾಣಿ ಸಂಕೇತವಾಗಿತ್ತು. ಆದರೆ 1973 ರಲ್ಲಿ ಭಾರತ ಸರ್ಕಾರ ಅದನ್ನು ಬದಲಾಯಿಸಿ ಹುಲಿಯನ್ನು ರಾಷ್ಟ್ರೀಯ ಪ್ರಾಣಿ ಎಂದು ಘೋಷಿಸಿತು. ಭಾರತ ಸರ್ಕಾರ ಹುಲಿಯ ಜನಸಂಖ್ಯೆ ಕಡಿಮೆಯಾಗುತ್ತಿದ್ದುದು ಮತ್ತು ಅದನ್ನು ರಕ್ಷಿಸುವ ಅಗತ್ಯವಾಗಿದೆ. ರಾಯಲ್ ಬೆಂಗಾಲ್ ಹುಲಿ ಹುಲಿಯನ್ನು ರಾಷ್ಟ್ರೀಯ ಪ್ರಾಣಿಯಾಗಿ ಏಕೆ ಅಳವಡಿಸಲಾಯಿತು? ಹುಲಿಯನ್ನು ರಾಷ್ಟ್ರೀಯ ಪ್ರಾಣಿಯಾಗಿ ಆಯ್ಕೆ ಮಾಡುವುದರ ಹಿಂದೆ ಹಲವು ಕಾರಣಗಳಿವೆ. ಭಾರತದಲ್ಲಿ ಹುಲಿಗಳ ಸಂಖ್ಯೆ ವೇಗವಾಗಿ ಕಡಿಮೆಯಾಗುತ್ತಿತ್ತು. ಅಕ್ಕ ಅರಣ್ಯ ನಾಶ ಮತ್ತು ಬೇಟೆ ಇದಕ್ಕೆ ಕಾರಣವಾಗಿತ್ತು. ಹಾಗಾಗಿ, ಹುಲಿಯನ್ನು ರಾಷ್ಟ್ರೀಯ ಪ್ರಾಣಿಯನ್ನಾಗಿ ಮಾಡುವ ಮೂಲಕ. bbox=[28, 120, 224, 320]
tiger-column-2b: ನೆರೆಯ ರಾಷ್ಟ್ರಗಳಾದ ನೇಪಾಳ, ಭೂತಾನ್ ಮತ್ತು ಬಾಂಗ್ಲಾದೇಶದಲ್ಲಿ ಕಂಡುಬರುತ್ತದೆ. ಹಾಗಾಗಿ, ಇದು ಭಾರತದ ನೈಸರ್ಗಿಕ ಪರಂಪರೆಯ ಪ್ರಮುಖ ಭಾಗವಾಗಿದೆ. ಪ್ರಾಜೆಕ್ಟ್ ಟೈಗರ್ ಅನ್ನು 1973 ರಲ್ಲಿ ಪ್ರಾರಂಭಿಸಲಾಯಿತು. 1973 ರಲ್ಲಿ ಭಾರತ ಸರ್ಕಾರವು ಪ್ರಾಜೆಕ್ಟ್ ಟೈಗರ್ bbox=[388, 458, 548, 510]
daributti-column-2: ಮಾಡಿಕೊಟ್ಟು ಬಾ.ಹ. ರಮಾಕುಮಾರಿ ವಿಜಯಾ ಚಿತ್ರಕಲಾವಿದರು ನಡೆಸಿ ಅತ್ಯುತ್ತಮ ಕಥೆಗಾರ. ಜಿಲ್ಲೆಯ ಹಿರಿಯ ಸಾಹಿತಿಗಳು ಹಾಗೂ ಯುವ ಬರಹಗಾರರು ಪಾಲ್ಗೊಂಡು ಚರ್ಚೆಯಲ್ಲಿ ಭಾಗವಹಿಸಿದರು. ಸಾಹಿತ್ಯದ ವಿವಿಧ ಪ್ರಕಾರಗಳ ಬಗ್ಗೆ ಮಾತನಾಡಿದರು. ಕಥೆ, ಕಾವ್ಯ, ನಾಟಕ, ವಿಮರ್ಶೆ ಕುರಿತು ಸಂವಾದ ನಡೆಯಿತು. ಕಾರ್ಯಕ್ರಮದಲ್ಲಿ ಯುವಕರು ತಮ್ಮ ಕವನಗಳನ್ನು ವಾಚಿಸಿದರು. ಹಿರಿಯ ಸಾಹಿತಿಗಳು ಯುವಕರಿಗೆ ಸಲಹೆ ನೀಡಿದರು. ಸಾಹಿತ್ಯ ಓದುವುದರಿಂದ ಜ್ಞಾನ ಹೆಚ್ಚುತ್ತದೆ ಮತ್ತು ಮನಸ್ಸು ವಿಶಾಲವಾಗುತ್ತದೆ ಎಂದು ತಿಳಿಸಿದರು. ಮುಂದಿನ ದಿನಗಳಲ್ಲಿ ಇಂತಹ ಕಾರ್ಯಕ್ರಮಗಳು ಹೆಚ್ಚಾಗಿ ನಡೆಯಬೇಕು ಎಂದು ಆಶಿಸಿದರು. bbox=[422, 1320, 582, 1425]
group-photo-illustration bbox=[422, 1124, 746, 1316]
photo-signboard: ಕರ್ನಾಟಕ ಭವನ, ನವ ದೆಹಲಿ bbox=[528, 642, 595, 650]
public-auction-headline: ಬಹಿರಂಗ ಹರಾಜು bbox=[758, 943, 864, 964]
harvester-column-1: ತುಮಕೂರು: ಕೃಷಿ ಇಲಾಖೆ ವತಿಯಿಂದ ಜಿಲ್ಲೆಯಲ್ಲಿರುವ ವೈಯಕ್ತಿಕ ಫಲಾನುಭವಿಗಳಿಗೆ ಹಾರ್ವೆಸ್ಟರ್ ಹಬ್ ಸ್ಥಾಪನೆ ಮಾಡಲು ಸಹಾಯಧನ ಸೌಲಭ್ಯ ನೀಡಲು ಅರ್ಹರಿಂದ ಅರ್ಜಿ ಆಹ್ವಾನಿಸಲಾಗಿದೆ. ಸಣ್ಣ ಮತ್ತು ಅತಿ ಸಣ್ಣ ರೈತರಿಗೆ ಕೃಷಿ ಯಂತ್ರೋಪಕರಣಗಳನ್ನು ಬಾಡಿಗೆ ಆಧಾರದಲ್ಲಿ ಒದಗಿಸಲು ಈ ಹೈಟೆಕ್ ಹಾರ್ವೆಸ್ಟರ್ ಹಬ್ ಯೋಜನೆಯನ್ನು ಅನುಷ್ಠಾನ ಮಾಡಲಾಗುತ್ತಿದ್ದು, ಹಾರ್ವೆಸ್ಟರ್ ಹಬ್ ಸ್ಥಾಪನೆಗೆ ಸಾಮಾನ್ಯ ವರ್ಗದ ಫಲಾನುಭವಿಗಳಿಗೆ ರೂ.50(ಗರಿಷ್ಠ 40 ಲಕ್ಷ ರೂ.)ವರೆಗೆ ಪರಿಶಿಷ್ಟ ಜಾತಿ ಮತ್ತು ಪರಿಶಿಷ್ಟ bbox=[250, 972, 468, 1034]
tiger-headline: ರಾಯಲ್ ಬೆಂಗಾಲ್ ಟೈಗರ್ bbox=[108, 44, 630, 109]
column-divider bbox=[244, 562, 245, 1452]
walk-in-interview-headline: ನೇರ ಸಂದರ್ಶನ bbox=[95, 1327, 171, 1345]
divider bbox=[250, 1074, 918, 1076]
praise-headline: ಪ್ರಶಸ್ತಿಗೆ ಭಾಜನ bbox=[87, 1025, 179, 1046]
irrigation-column-2: ಹರ್ಷಿಸಲಾಯಿತು. ಇದರಿಂದ ರಾಜ್ಯದ ಬರಪೀಡಿತ ಪ್ರದೇಶಗಳಿಗೆ ನೀರು ಒದಗಿಸಲು ಸಾಧ್ಯವಾಗಲಿದೆ. ಅಪ್ಪರ್ ಭದ್ರಾ ಯೋಜನೆಗೆ 5300 ಕೋಟಿ ರೂಪಾಯಿ ಅನುದಾನ ನೀಡುವುದಾಗಿ ಘೋಷಿಸಲಾಗಿತ್ತು. ಆದರೆ ಇದುವರೆಗೆ ಯಾವುದೇ ಅನುದಾನ ಬಿಡುಗಡೆಯಾಗಿಲ್ಲ. ಈ ಬಗ್ಗೆ ಕೇಂದ್ರ ಸರ್ಕಾರ ತಕ್ಷಣ ಕ್ರಮ ಕೈಗೊಳ್ಳಬೇಕು. ರಾಜ್ಯದಲ್ಲಿ ಮಳೆ ಕೊರತೆಯಿಂದ ರೈತರು ಸಂಕಷ್ಟಕ್ಕೆ ಸಿಲುಕಿದ್ದು, ನೀರಾವರಿ ಯೋಜನೆಗಳ ಅನುಷ್ಠಾನ ಅತ್ಯಗತ್ಯವಾಗಿದೆ. ಮೇಕೆದಾಟು ಯೋಜನೆಯಿಂದ ಬೆಂಗಳೂರು ನಗರಕ್ಕೆ ಕುಡಿಯುವ ನೀರು ಒದಗಿಸಲು ಹಾಗೂ ವಿದ್ಯುತ್ ಉತ್ಪಾದನೆಗೆ ಸಹಾಯವಾಗಲಿದೆ ಎಂದು ತಿಳಿಸಿದರು. bbox=[404, 724, 550, 829]
issue-date: ದಿನಾಂಕ: 09-07-2025, ಬುಧವಾರ bbox=[442, 9, 570, 20]
public-auction-body: ತುಮಕೂರು: ಜಿಲ್ಲಾ ಪೊಲೀಸ್ ಠಾಣೆ ಆವರಣದಲ್ಲಿ ವಾರಸುದಾರರಿಲ್ಲದ 3 ದ್ವಿಚಕ್ರ ವಾಹನಗಳನ್ನು ಜುಲೈ 10ರಂದು ಬಹಿರಂಗ ಹರಾಜು ಮಾಡಲಾಗುವುದು. ಆಸಕ್ತರು ಹರಾಜು ಪ್ರಕ್ರಿಯೆಯಲ್ಲಿ ಭಾಗವಹಿಸಬಹುದು. ಹೆಚ್ಚಿನ ಮಾಹಿತಿಗಾಗಿ ಪೊಲೀಸ್ ಸಬ್ ಇನ್ಸ್‌ಪೆಕ್ಟರ್ ಮೊ.ಸಂ. 8310033124ನ್ನು ಸಂಪರ್ಕಿಸಬಹುದಾಗಿದೆ. bbox=[704, 968, 918, 1009]
divider bbox=[250, 944, 696, 945]
daributti-column-3: ಕೊಡಲಾಯಿತು ಕತೆ ವಿಶ್ವಕ ಜಾತಿ, ಓದು, ಮೇವು, ನೀರು, ಸಿದ್ಧ, ಕಾರ್ಯಕ್ರಮದ ಶಾಸ್ತ್ರ ಪ್ರಮುಖ ಕಥೆಗಾರರು ಹಾಗೂ ಚಿಂತಕರು ಭಾಗವಹಿಸಿದ್ದರು. ಕಥೆಗಳನ್ನು ಓದಿ ಚರ್ಚಿಸಲಾಯಿತು. ಲೇಖಕ ಕಥೆಗಾರ ಬಾ.ಹ. ರಮಾಕುಮಾರಿ, ಎಂ.ವಿ. ನಾಗರಾಜರಾವ್, ಡಾ. ಓ. ನಾಗರಾಜು ಅವರುಗಳು ಸಾಹಿತ್ಯದ ಬಗ್ಗೆ ಮಾತನಾಡಿದರು. ಕಾರ್ಯಕ್ರಮದ ಅಂಗವಾಗಿ ಸಾಹಿತ್ಯಾಸಕ್ತರಿಗೆ ಪುಸ್ತಕಗಳನ್ನು ವಿತರಿಸಲಾಯಿತು. ಯುವ ಸಮುದಾಯ ಸಾಹಿತ್ಯದತ್ತ ಆಕರ್ಷಿತರಾಗಬೇಕು ಎಂಬ ಉದ್ದೇಶದಿಂದ ಈ ಕಾರ್ಯಕ್ರಮ ಆಯೋಜಿಸಲಾಗಿದೆ. ಮುಂದಿನ ತಿಂಗಳು ಮತ್ತೊಂದು ಕಾರ್ಯಕ್ರಮ ನಡೆಯಲಿದೆ ಎಂದು ಆಯೋಜಕರು ತಿಳಿಸಿದರು. bbox=[586, 1320, 746, 1425]
harvester-hub-headline: ಹೈಟೆಕ್ ಹಾರ್ವೆಸ್ಟರ್ ಹಬ್ : ಸಹಾಯ ಧನ ಸೌಲಭ್ಯಕ್ಕಾಗಿ ಅರ್ಜಿ ಆಹ್ವಾನ bbox=[289, 948, 657, 967]
